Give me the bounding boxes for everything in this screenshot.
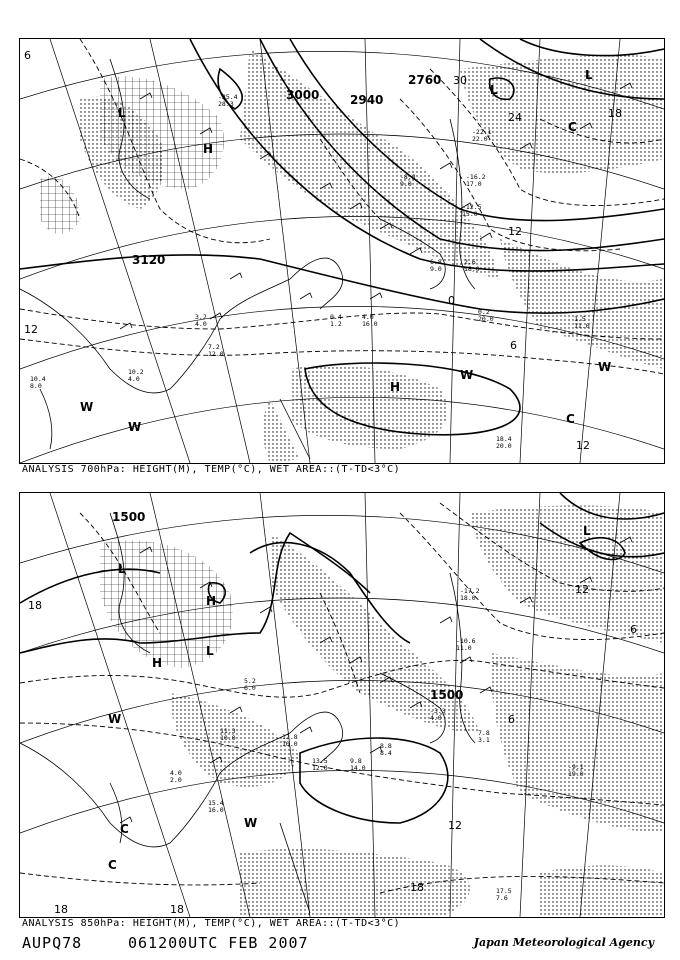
warm-center-2: W xyxy=(244,816,258,830)
isotherm-label-18: 18 xyxy=(608,107,622,120)
cold-center-1: C xyxy=(568,120,577,134)
svg-text:6.8: 6.8 xyxy=(430,258,442,266)
svg-text:8.0: 8.0 xyxy=(30,382,42,390)
svg-text:7.2: 7.2 xyxy=(208,343,220,351)
isotherm-label-12-south: 12 xyxy=(576,439,590,452)
svg-text:-12.5: -12.5 xyxy=(462,203,482,211)
svg-text:-17.2: -17.2 xyxy=(460,587,480,595)
svg-text:10.4: 10.4 xyxy=(30,375,46,383)
svg-text:0.2: 0.2 xyxy=(478,308,490,316)
station-plot xyxy=(282,733,298,748)
svg-text:-25.4: -25.4 xyxy=(218,93,238,101)
svg-text:7.8: 7.8 xyxy=(478,729,490,737)
svg-text:18.4: 18.4 xyxy=(496,435,512,443)
svg-text:9.0: 9.0 xyxy=(400,180,412,188)
isotherm-label-18-s: 18 xyxy=(170,903,184,916)
station-plot xyxy=(195,313,207,328)
svg-text:10.0: 10.0 xyxy=(282,740,298,748)
svg-text:9.0: 9.0 xyxy=(430,265,442,273)
station-plot xyxy=(496,435,512,450)
caption-850hpa: ANALYSIS 850hPa: HEIGHT(M), TEMP(°C), WET AREA::(T-TD<3°C) xyxy=(22,918,401,929)
station-plot xyxy=(170,769,182,784)
svg-text:8.4: 8.4 xyxy=(380,749,392,757)
isotherm-label-18-se: 18 xyxy=(410,881,424,894)
height-label-2760: 2760 xyxy=(408,73,442,87)
svg-text:17.5: 17.5 xyxy=(496,887,512,895)
svg-text:1.5: 1.5 xyxy=(574,315,586,323)
svg-text:6.0: 6.0 xyxy=(244,684,256,692)
svg-text:-10.6: -10.6 xyxy=(456,637,476,645)
cold-center-2: C xyxy=(120,822,129,836)
svg-text:28.3: 28.3 xyxy=(218,100,234,108)
svg-text:1.2: 1.2 xyxy=(330,320,342,328)
analysis-chart-700hpa xyxy=(19,38,665,464)
station-plot xyxy=(128,368,144,383)
high-center-west: H xyxy=(152,656,163,670)
svg-text:2.0: 2.0 xyxy=(170,776,182,784)
svg-text:10.2: 10.2 xyxy=(128,368,144,376)
cold-center-2: C xyxy=(566,412,575,426)
station-plot xyxy=(430,258,442,273)
svg-text:13.5: 13.5 xyxy=(312,757,328,765)
isotherm-label-6: 6 xyxy=(510,339,517,352)
svg-text:18.0: 18.0 xyxy=(464,265,480,273)
svg-text:18.0: 18.0 xyxy=(460,594,476,602)
height-label-1500-nw: 1500 xyxy=(112,510,146,524)
station-plot xyxy=(220,727,236,742)
cold-center-1: C xyxy=(108,858,117,872)
svg-text:2.6: 2.6 xyxy=(464,258,476,266)
low-center-northeast: L xyxy=(490,83,498,97)
station-plot xyxy=(208,799,224,814)
height-label-1500-e: 1500 xyxy=(430,688,464,702)
svg-text:-8.3: -8.3 xyxy=(400,173,416,181)
isotherm-label-12-east: 12 xyxy=(508,225,522,238)
svg-text:11.3: 11.3 xyxy=(220,727,236,735)
warm-center-4: W xyxy=(598,360,612,374)
svg-text:12.0: 12.0 xyxy=(312,764,328,772)
svg-text:-22.1: -22.1 xyxy=(472,128,492,136)
station-plot xyxy=(218,93,238,108)
station-plot xyxy=(330,313,342,328)
isotherm-label-0: 0 xyxy=(448,294,455,307)
svg-text:15.4: 15.4 xyxy=(208,799,224,807)
svg-text:11.0: 11.0 xyxy=(456,644,472,652)
warm-center-2: W xyxy=(128,420,142,434)
svg-text:10.0: 10.0 xyxy=(220,734,236,742)
station-plot xyxy=(478,729,490,744)
svg-text:12.0: 12.0 xyxy=(208,350,224,358)
svg-text:14.0: 14.0 xyxy=(350,764,366,772)
svg-text:4.0: 4.0 xyxy=(430,714,442,722)
svg-text:15.0: 15.0 xyxy=(462,210,478,218)
station-plot xyxy=(312,757,328,772)
svg-text:5.2: 5.2 xyxy=(244,677,256,685)
svg-text:0.4: 0.4 xyxy=(330,313,342,321)
svg-text:22.0: 22.0 xyxy=(472,135,488,143)
station-plot xyxy=(462,203,482,218)
svg-text:-3.3: -3.3 xyxy=(430,707,446,715)
svg-text:3.1: 3.1 xyxy=(478,736,490,744)
isotherm-label-12-west: 12 xyxy=(24,323,38,336)
svg-text:12.8: 12.8 xyxy=(282,733,298,741)
high-center-south: H xyxy=(390,380,401,394)
station-plot xyxy=(460,587,480,602)
analysis-chart-850hpa xyxy=(19,492,665,918)
hatched-areas xyxy=(40,76,224,234)
low-center-west: L xyxy=(118,562,126,576)
low-center-northeast: L xyxy=(583,524,591,538)
svg-text:4.0: 4.0 xyxy=(170,769,182,777)
isotherm-label-12-s: 12 xyxy=(448,819,462,832)
isotherm-label-30: 30 xyxy=(453,74,467,87)
svg-text:9.8: 9.8 xyxy=(350,757,362,765)
isotherm-label-24: 24 xyxy=(508,111,522,124)
station-plot xyxy=(30,375,46,390)
map-700hpa xyxy=(20,39,664,463)
svg-text:4.0: 4.0 xyxy=(362,313,374,321)
bulletin-id: AUPQ78 xyxy=(22,934,83,952)
height-label-3000: 3000 xyxy=(286,88,320,102)
isotherm-label-18-sw: 18 xyxy=(54,903,68,916)
svg-text:3.2: 3.2 xyxy=(195,313,207,321)
valid-time: 061200UTC FEB 2007 xyxy=(128,934,309,952)
caption-700hpa: ANALYSIS 700hPa: HEIGHT(M), TEMP(°C), WET AREA::(T-TD<3°C) xyxy=(22,464,401,475)
agency-credit: Japan Meteorological Agency xyxy=(473,936,654,949)
svg-text:11.0: 11.0 xyxy=(574,322,590,330)
station-plot xyxy=(466,173,486,188)
warm-center-1: W xyxy=(80,400,94,414)
station-plot xyxy=(208,343,224,358)
isotherm-label-6: 6 xyxy=(508,713,515,726)
station-plot xyxy=(362,313,378,328)
svg-text:19.0: 19.0 xyxy=(568,770,584,778)
high-center-mid: H xyxy=(206,594,217,608)
low-center-far-northeast: L xyxy=(585,68,593,82)
svg-text:20.0: 20.0 xyxy=(496,442,512,450)
svg-text:20.0: 20.0 xyxy=(478,315,494,323)
warm-center-1: W xyxy=(108,712,122,726)
station-plot xyxy=(350,757,366,772)
station-plot xyxy=(568,763,584,778)
station-plot xyxy=(472,128,492,143)
svg-text:-16.2: -16.2 xyxy=(466,173,486,181)
svg-text:7.6: 7.6 xyxy=(496,894,508,902)
station-plot xyxy=(244,677,256,692)
station-plot xyxy=(456,637,476,652)
low-center-west: L xyxy=(118,106,126,120)
isotherm-label-12-ne: 12 xyxy=(575,583,589,596)
svg-text:16.0: 16.0 xyxy=(208,806,224,814)
isotherm-label-18-nw: 18 xyxy=(28,599,42,612)
high-center-north: H xyxy=(203,142,214,156)
svg-text:-9.1: -9.1 xyxy=(568,763,584,771)
low-center-mid: L xyxy=(206,644,214,658)
isotherm-label-6-e: 6 xyxy=(630,623,637,636)
map-850hpa xyxy=(20,493,664,917)
warm-center-3: W xyxy=(460,368,474,382)
svg-text:4.0: 4.0 xyxy=(195,320,207,328)
svg-text:8.8: 8.8 xyxy=(380,742,392,750)
svg-text:4.0: 4.0 xyxy=(128,375,140,383)
height-label-3120: 3120 xyxy=(132,253,166,267)
svg-text:17.0: 17.0 xyxy=(466,180,482,188)
height-label-2940: 2940 xyxy=(350,93,384,107)
station-plot xyxy=(496,887,512,902)
station-plot xyxy=(380,742,392,757)
svg-text:16.0: 16.0 xyxy=(362,320,378,328)
isotherm-label-6-corner: 6 xyxy=(24,49,31,62)
wet-area-shading xyxy=(170,506,664,918)
